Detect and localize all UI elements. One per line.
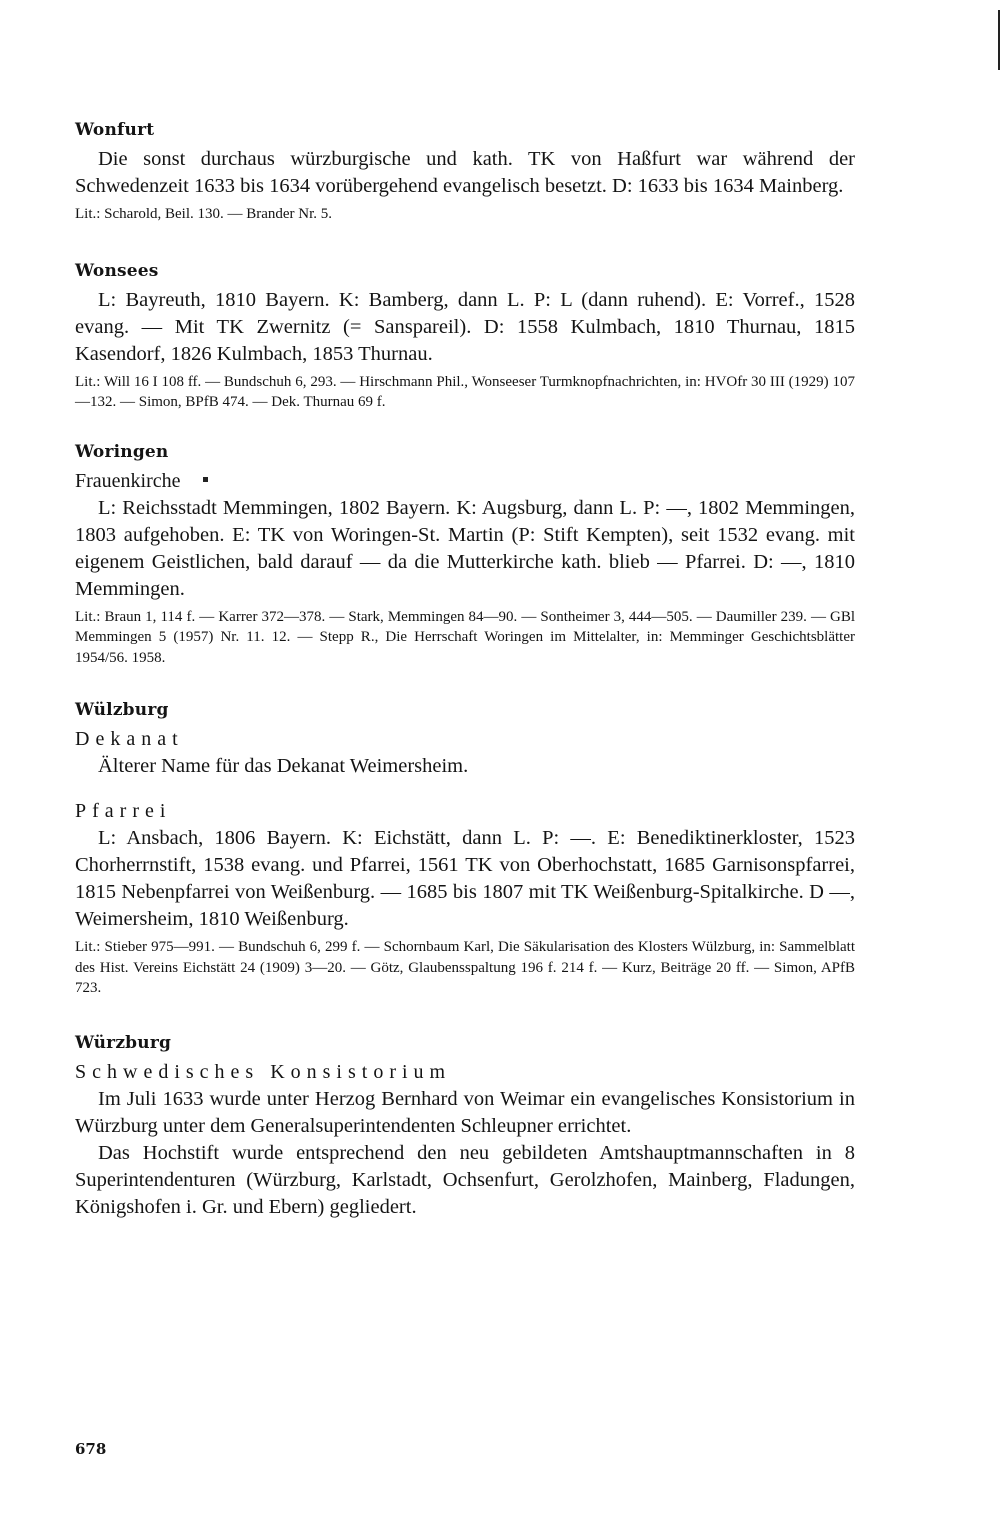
entry-title: Wülzburg <box>75 700 169 720</box>
document-page <box>75 118 855 1221</box>
entry-text: Älterer Name für das Dekanat Weimersheim. <box>98 755 469 777</box>
page-number: 678 <box>75 1440 107 1458</box>
section-heading-konsistorium: Schwedisches Konsistorium <box>75 1060 452 1083</box>
section-heading-pfarrei: Pfarrei <box>75 800 172 822</box>
entry-text: Die sonst durchaus würzburgische und kath. TK von Haßfurt war während der Schwedenzeit 1633 bis 1634 vorübergehend evangelisch besetzt. D: 1633 bis 1634 Mainberg. <box>75 148 855 197</box>
entry-wonsees <box>75 259 855 413</box>
entry-text: L: Ansbach, 1806 Bayern. K: Eichstätt, dann L. P: —. E: Benediktinerkloster, 1523 Chorherrnstift, 1538 evang. und Pfarrei, 1561 TK von Oberhochstatt, 1685 Garnisonspfarrei, 1815 Nebenpfarrei von Weißenburg. — 1685 bis 1807 mit TK Weißenburg-Spitalkirche. D —, Weimersheim, 1810 Weißenburg. <box>75 827 855 930</box>
entry-wuerzburg <box>75 1031 855 1221</box>
literature-note: Lit.: Stieber 975—991. — Bundschuh 6, 299 f. — Schornbaum Karl, Die Säkularisation des Klosters Wülzburg, in: Sammelblatt des Hist. Vereins Eichstätt 24 (1909) 3—20. — Götz, Glaubensspaltung 196 f. 214 f. — Kurz, Beiträge 20 ff. — Simon, APfB 723. <box>75 939 855 996</box>
entry-text: Im Juli 1633 wurde unter Herzog Bernhard von Weimar ein evangelisches Konsistorium in Würzburg unter dem Generalsuperintendenten Schleupner errichtet. <box>75 1087 855 1137</box>
literature-note: Lit.: Will 16 I 108 ff. — Bundschuh 6, 293. — Hirschmann Phil., Wonseeser Turmknopfnachrichten, in: HVOfr 30 III (1929) 107—132. — Simon, BPfB 474. — Dek. Thurnau 69 f. <box>75 373 855 410</box>
entry-text: L: Reichsstadt Memmingen, 1802 Bayern. K: Augsburg, dann L. P: —, 1802 Memmingen, 1803 aufgehoben. E: TK von Woringen-St. Martin (P: Stift Kempten), seit 1532 evang. mit eigenem Geistlichen, bald darauf — da die Mutterkirche kath. blieb — Pfarrei. D: —, 1810 Memmingen. <box>75 496 855 600</box>
entry-title: Wonsees <box>75 260 159 281</box>
entry-title: Würzburg <box>75 1032 172 1053</box>
entry-woringen <box>75 440 855 669</box>
section-heading-dekanat: Dekanat <box>75 728 184 750</box>
stray-mark <box>203 477 208 482</box>
entry-text: Das Hochstift wurde entsprechend den neu gebildeten Amtshauptmannschaften in 8 Superintendenturen (Würzburg, Karlstadt, Ochsenfurt, Gerolzhofen, Mainberg, Fladungen, Königshofen i. Gr. und Ebern) gegliedert. <box>75 1141 855 1218</box>
entry-wuelzburg <box>75 698 855 999</box>
entry-text: L: Bayreuth, 1810 Bayern. K: Bamberg, dann L. P: L (dann ruhend). E: Vorref., 1528 evang. — Mit TK Zwernitz (= Sanspareil). D: 1558 Kulmbach, 1810 Thurnau, 1815 Kasendorf, 1826 Kulmbach, 1853 Thurnau. <box>75 288 855 365</box>
entry-title: Wonfurt <box>75 120 155 140</box>
entry-subtitle: Frauenkirche <box>75 469 181 492</box>
literature-note: Lit.: Scharold, Beil. 130. — Brander Nr. 5. <box>75 206 333 222</box>
entry-title: Woringen <box>75 441 169 462</box>
entry-wonfurt <box>75 118 855 225</box>
literature-note: Lit.: Braun 1, 114 f. — Karrer 372—378. — Stark, Memmingen 84—90. — Sontheimer 3, 444—505. — Daumiller 239. — GBl Memmingen 5 (1957) Nr. 11. 12. — Stepp R., Die Herrschaft Woringen im Mittelalter, in: Memminger Geschichtsblätter 1954/56. 1958. <box>75 608 855 666</box>
